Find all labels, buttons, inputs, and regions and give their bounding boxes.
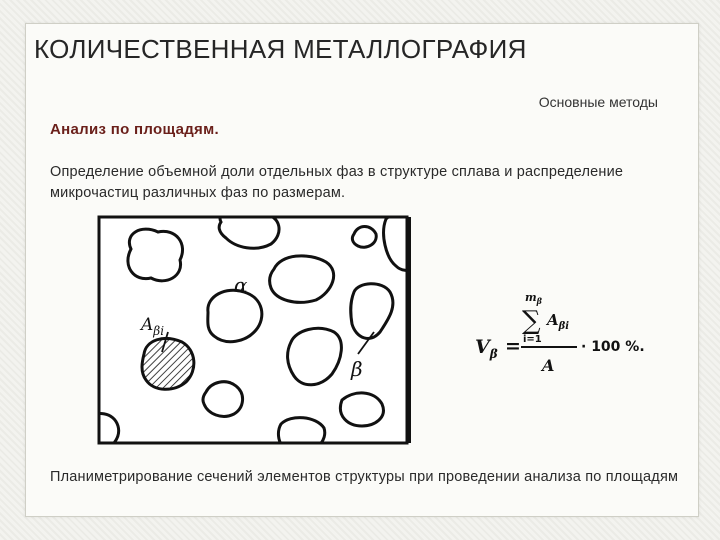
slide-title: КОЛИЧЕСТВЕННАЯ МЕТАЛЛОГРАФИЯ: [34, 34, 527, 64]
bottom-caption: Планиметрирование сечений элементов структуры при проведении анализа по площадям: [50, 469, 679, 485]
formula-lhs: $V_\beta$: [475, 336, 498, 361]
figure-frame-shadow: [407, 217, 411, 443]
alpha-label: α: [234, 273, 248, 297]
microstructure-figure: [96, 214, 416, 449]
volume-fraction-formula: [473, 289, 658, 384]
area-label: $A_{\beta i}$: [141, 315, 165, 338]
formula-equals: =: [505, 335, 521, 357]
hatched-grain: [142, 338, 194, 389]
formula-tail: · 100 %.: [581, 339, 645, 355]
formula-numerator: $A_{\beta i}$: [547, 311, 570, 332]
sigma-lower-limit: i=1: [523, 334, 542, 345]
description-text: Определение объемной доли отдельных фаз в структуре сплава и распределение микрочастиц различных фаз по размерам.: [50, 164, 624, 201]
formula-denominator: A: [542, 356, 555, 375]
slide: [25, 23, 699, 517]
sigma-upper-limit: $m_\beta$: [525, 291, 542, 306]
beta-label: β: [351, 357, 363, 381]
sigma-symbol: ∑: [522, 306, 541, 336]
slide-subtitle: Основные методы: [538, 94, 658, 110]
section-heading: Анализ по площадям.: [50, 121, 219, 138]
